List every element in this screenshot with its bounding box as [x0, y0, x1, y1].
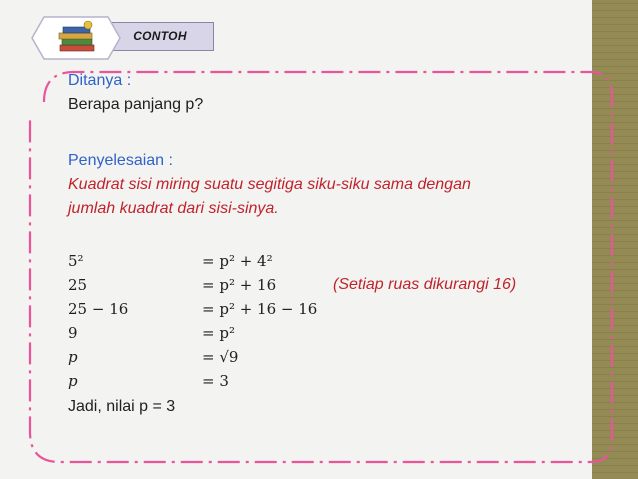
equation-step: [68, 252, 568, 272]
equation-lhs: p: [68, 348, 78, 366]
equation-step: [68, 276, 568, 296]
books-icon: [30, 15, 122, 61]
question-heading: Ditanya :: [68, 72, 132, 89]
equation-step: [68, 372, 568, 392]
statement-line-1: Kuadrat sisi miring suatu segitiga siku-siku sama dengan: [68, 176, 471, 193]
equation-lhs: 25: [68, 276, 88, 294]
equation-lhs: p: [68, 372, 78, 390]
question-text: Berapa panjang p?: [68, 96, 204, 113]
equation-rhs: = √9: [202, 348, 239, 366]
decorative-sidebar: [592, 0, 638, 479]
solution-heading: Penyelesaian :: [68, 152, 173, 169]
equation-lhs: 9: [68, 324, 78, 342]
equation-step: [68, 324, 568, 344]
conclusion: Jadi, nilai p = 3: [68, 398, 176, 415]
equation-rhs: = p²: [202, 324, 235, 342]
equation-rhs: = p² + 16 − 16: [202, 300, 318, 318]
equation-lhs: 5²: [68, 252, 84, 270]
equation-rhs: = p² + 16: [202, 276, 277, 294]
equation-lhs: 25 − 16: [68, 300, 129, 318]
step-note: (Setiap ruas dikurangi 16): [333, 276, 517, 293]
equation-step: [68, 300, 568, 320]
statement-line-2: jumlah kuadrat dari sisi-sinya.: [68, 200, 279, 217]
tab-label: CONTOH: [133, 29, 187, 43]
equation-step: [68, 348, 568, 368]
equation-rhs: = 3: [202, 372, 229, 390]
equation-rhs: = p² + 4²: [202, 252, 273, 270]
